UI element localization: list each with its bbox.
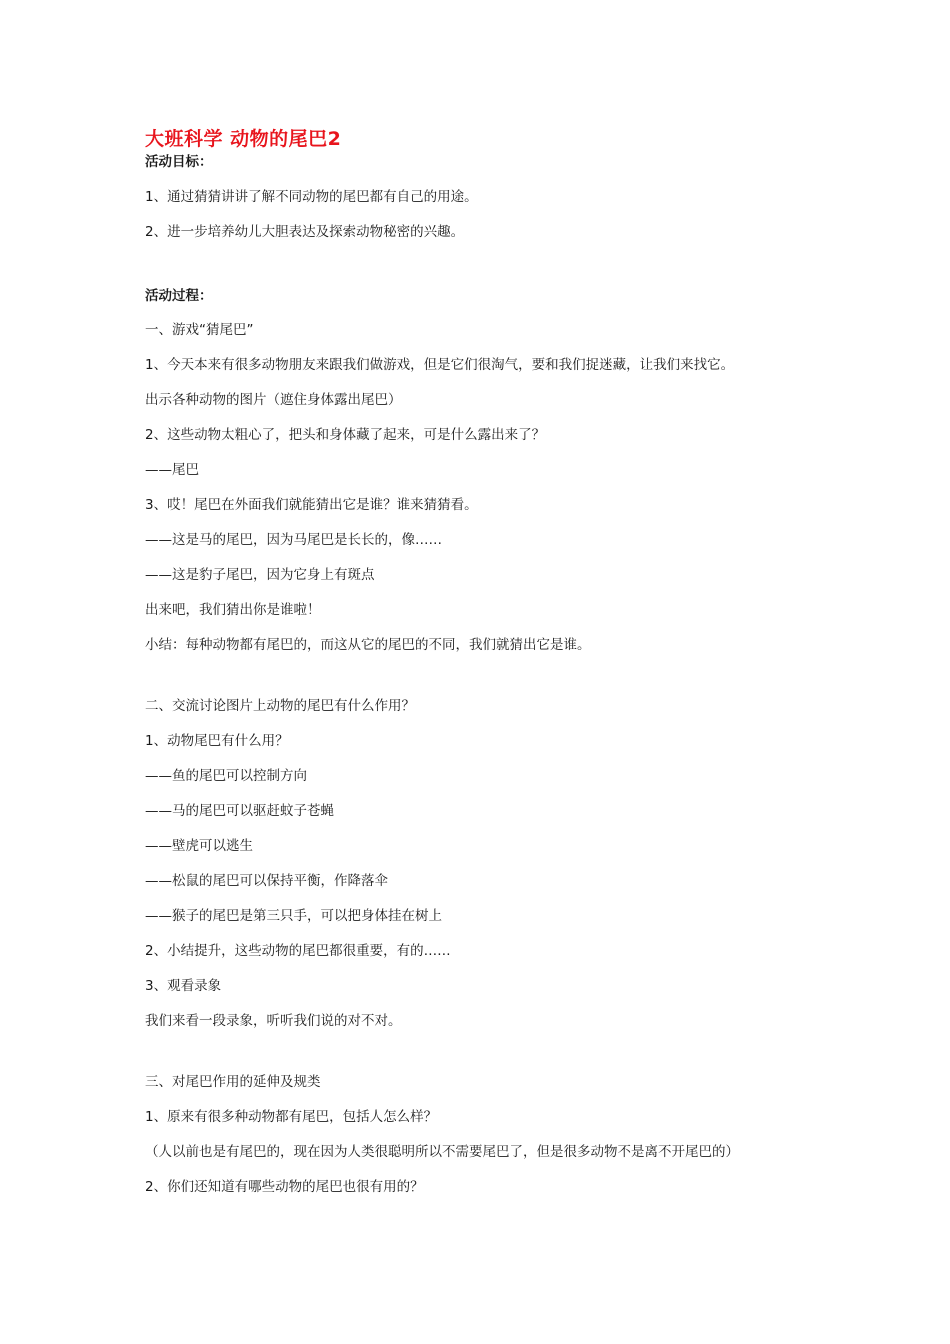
section2-line: 1、动物尾巴有什么用？ [145, 733, 289, 749]
section2-heading: 二、交流讨论图片上动物的尾巴有什么作用？ [145, 698, 415, 714]
section3-line: 2、你们还知道有哪些动物的尾巴也很有用的？ [145, 1179, 424, 1195]
section3-heading: 三、对尾巴作用的延伸及规类 [145, 1074, 321, 1090]
document-title: 大班科学 动物的尾巴2 [145, 128, 342, 150]
section1-summary: 小结：每种动物都有尾巴的，而这从它的尾巴的不同，我们就猜出它是谁。 [145, 637, 591, 653]
section1-line: ——尾巴 [145, 462, 199, 478]
section2-line: 3、观看录象 [145, 978, 222, 994]
section2-line: ——鱼的尾巴可以控制方向 [145, 768, 307, 784]
section2-line: ——松鼠的尾巴可以保持平衡，作降落伞 [145, 873, 388, 889]
goals-heading: 活动目标： [145, 154, 213, 170]
section2-line: 2、小结提升，这些动物的尾巴都很重要，有的…… [145, 943, 451, 959]
section3-line: （人以前也是有尾巴的，现在因为人类很聪明所以不需要尾巴了，但是很多动物不是离不开尾巴的） [145, 1144, 739, 1160]
section2-line: ——猴子的尾巴是第三只手，可以把身体挂在树上 [145, 908, 442, 924]
process-heading: 活动过程： [145, 288, 213, 304]
section1-line: 出来吧，我们猜出你是谁啦！ [145, 602, 321, 618]
section2-line: ——马的尾巴可以驱赶蚊子苍蝇 [145, 803, 334, 819]
goal-item: 2、进一步培养幼儿大胆表达及探索动物秘密的兴趣。 [145, 224, 465, 240]
section1-line: 出示各种动物的图片（遮住身体露出尾巴） [145, 392, 402, 408]
section1-line: 3、哎！尾巴在外面我们就能猜出它是谁？谁来猜猜看。 [145, 497, 478, 513]
goal-item: 1、通过猜猜讲讲了解不同动物的尾巴都有自己的用途。 [145, 189, 478, 205]
section1-heading: 一、游戏“猜尾巴” [145, 322, 254, 338]
section1-line: ——这是豹子尾巴，因为它身上有斑点 [145, 567, 375, 583]
section1-line: 2、这些动物太粗心了，把头和身体藏了起来，可是什么露出来了？ [145, 427, 546, 443]
section2-line: ——壁虎可以逃生 [145, 838, 253, 854]
section3-line: 1、原来有很多种动物都有尾巴，包括人怎么样？ [145, 1109, 438, 1125]
section1-line: ——这是马的尾巴，因为马尾巴是长长的，像…… [145, 532, 442, 548]
section1-line: 1、今天本来有很多动物朋友来跟我们做游戏，但是它们很淘气，要和我们捉迷藏，让我们来找它。 [145, 357, 735, 373]
section2-line: 我们来看一段录象，听听我们说的对不对。 [145, 1013, 402, 1029]
